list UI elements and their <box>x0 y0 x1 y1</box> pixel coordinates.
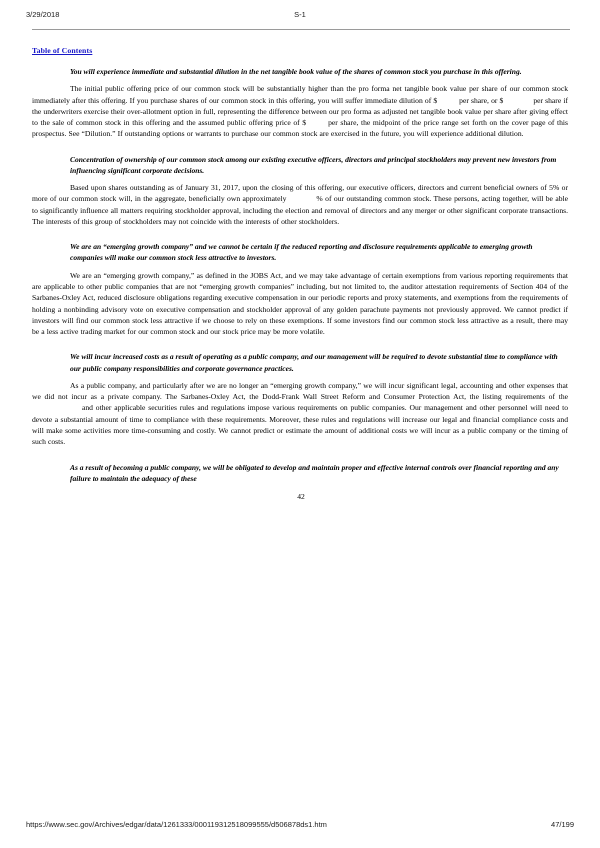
document-page-number: 42 <box>297 492 305 502</box>
document-content <box>32 40 570 501</box>
risk-factor-paragraph <box>32 380 570 448</box>
risk-factor-heading: Concentration of ownership of our common stock among our existing executive officers, directors and principal stockholders may prevent new investors from influencing significant corporate decisions. <box>70 154 557 175</box>
paragraph-text-segment: per share if the underwriters exercise their over-allotment option in full, representing the difference between our pro forma as adjusted net tangible book value per share after giving effect to the sale of common stock in this offering and the assumed public offering price of $ <box>32 95 568 128</box>
risk-factor-paragraph <box>32 83 570 139</box>
paragraph-text-segment: Based upon shares outstanding as of January 31, 2017, upon the closing of this offering, our executive officers, directors and current beneficial owners of 5% or more of our common stock will, in the aggregate, beneficially own approximately <box>32 183 568 204</box>
table-of-contents-link[interactable]: Table of Contents <box>32 46 93 55</box>
risk-factor-heading: We are an “emerging growth company” and we cannot be certain if the reduced reporting and disclosure requirements applicable to emerging growth companies will make our common stock less attractive to investors. <box>70 242 533 263</box>
risk-factor-heading: You will experience immediate and substantial dilution in the net tangible book value of the shares of common stock you purchase in this offering. <box>70 67 522 76</box>
risk-factor-paragraph <box>32 182 570 227</box>
risk-factor-heading: As a result of becoming a public company, we will be obligated to develop and maintain proper and effective internal controls over financial reporting and any failure to maintain the adequacy of these <box>70 462 559 483</box>
print-header-date: 3/29/2018 <box>26 10 60 19</box>
risk-factor-block <box>32 462 570 484</box>
risk-factor-block <box>32 241 570 337</box>
paragraph-text-segment: As a public company, and particularly after we are no longer an “emerging growth company,” we will incur significant legal, accounting and other expenses that we did not incur as a private company. The Sarbanes-Oxley Act, the Dodd-Frank Wall Street Reform and Consumer Protection Act, the listing requirements of the <box>32 380 568 402</box>
print-footer-page-indicator: 47/199 <box>551 820 574 829</box>
print-header-document-title: S-1 <box>294 10 306 19</box>
risk-factor-block <box>32 66 570 140</box>
print-header <box>0 10 600 24</box>
print-footer-url: https://www.sec.gov/Archives/edgar/data/1261333/000119312518099555/d506878ds1.htm <box>26 820 327 829</box>
paragraph-text-segment: The initial public offering price of our common stock will be substantially higher than the pro forma net tangible book value per share of our common stock immediately after this offering. If you purchase shares of our common stock in this offering, you will suffer immediate dilution of $ <box>32 84 568 105</box>
print-footer <box>0 820 600 834</box>
risk-factor-block <box>32 351 570 447</box>
risk-factor-block <box>32 154 570 228</box>
header-divider <box>32 29 570 30</box>
risk-factor-heading: We will incur increased costs as a result of operating as a public company, and our management will be required to devote substantial time to compliance with our public company responsibilities and corporate governance practices. <box>70 352 558 373</box>
risk-factor-paragraph: We are an “emerging growth company,” as defined in the JOBS Act, and we may take advantage of certain exemptions from various reporting requirements that are applicable to other public companies that are not “emerging growth companies” including, but not limited to, the auditor attestation requirements of Section 404 of the Sarbanes-Oxley Act, reduced disclosure obligations regarding executive compensation in our periodic reports and proxy statements, and exemptions from the requirements of holding a nonbinding advisory vote on executive compensation and stockholder approval of any golden parachute payments not previously approved. We cannot predict if investors will find our common stock less attractive if we choose to rely on these exemptions. If some investors find our common stock less attractive as a result, there may be a less active trading market for our common stock and our stock price may be more volatile. <box>32 270 568 337</box>
paragraph-text-segment: per share, the midpoint of the price range set forth on the cover page of this prospectus. See “Dilution.” If outstanding options or warrants to purchase our common stock are exercised in the future, you will experience additional dilution. <box>32 118 569 139</box>
paragraph-text-segment: and other applicable securities rules and regulations impose various requirements on public companies. Our management and other personnel will need to devote a substantial amount of time to compliance with these requirements. Moreover, these rules and regulations will increase our legal and financial compliance costs and will make some activities more time-consuming and costly. We cannot predict or estimate the amount of additional costs we will incur as a public company or the timing of such costs. <box>32 403 568 447</box>
paragraph-text-segment: % of our outstanding common stock. These persons, acting together, will be able to significantly influence all matters requiring stockholder approval, including the election and removal of directors and any merger or other significant corporate transactions. The interests of this group of stockholders may not coincide with the interests of other stockholders. <box>32 194 568 226</box>
paragraph-text-segment: per share, or $ <box>459 95 504 105</box>
